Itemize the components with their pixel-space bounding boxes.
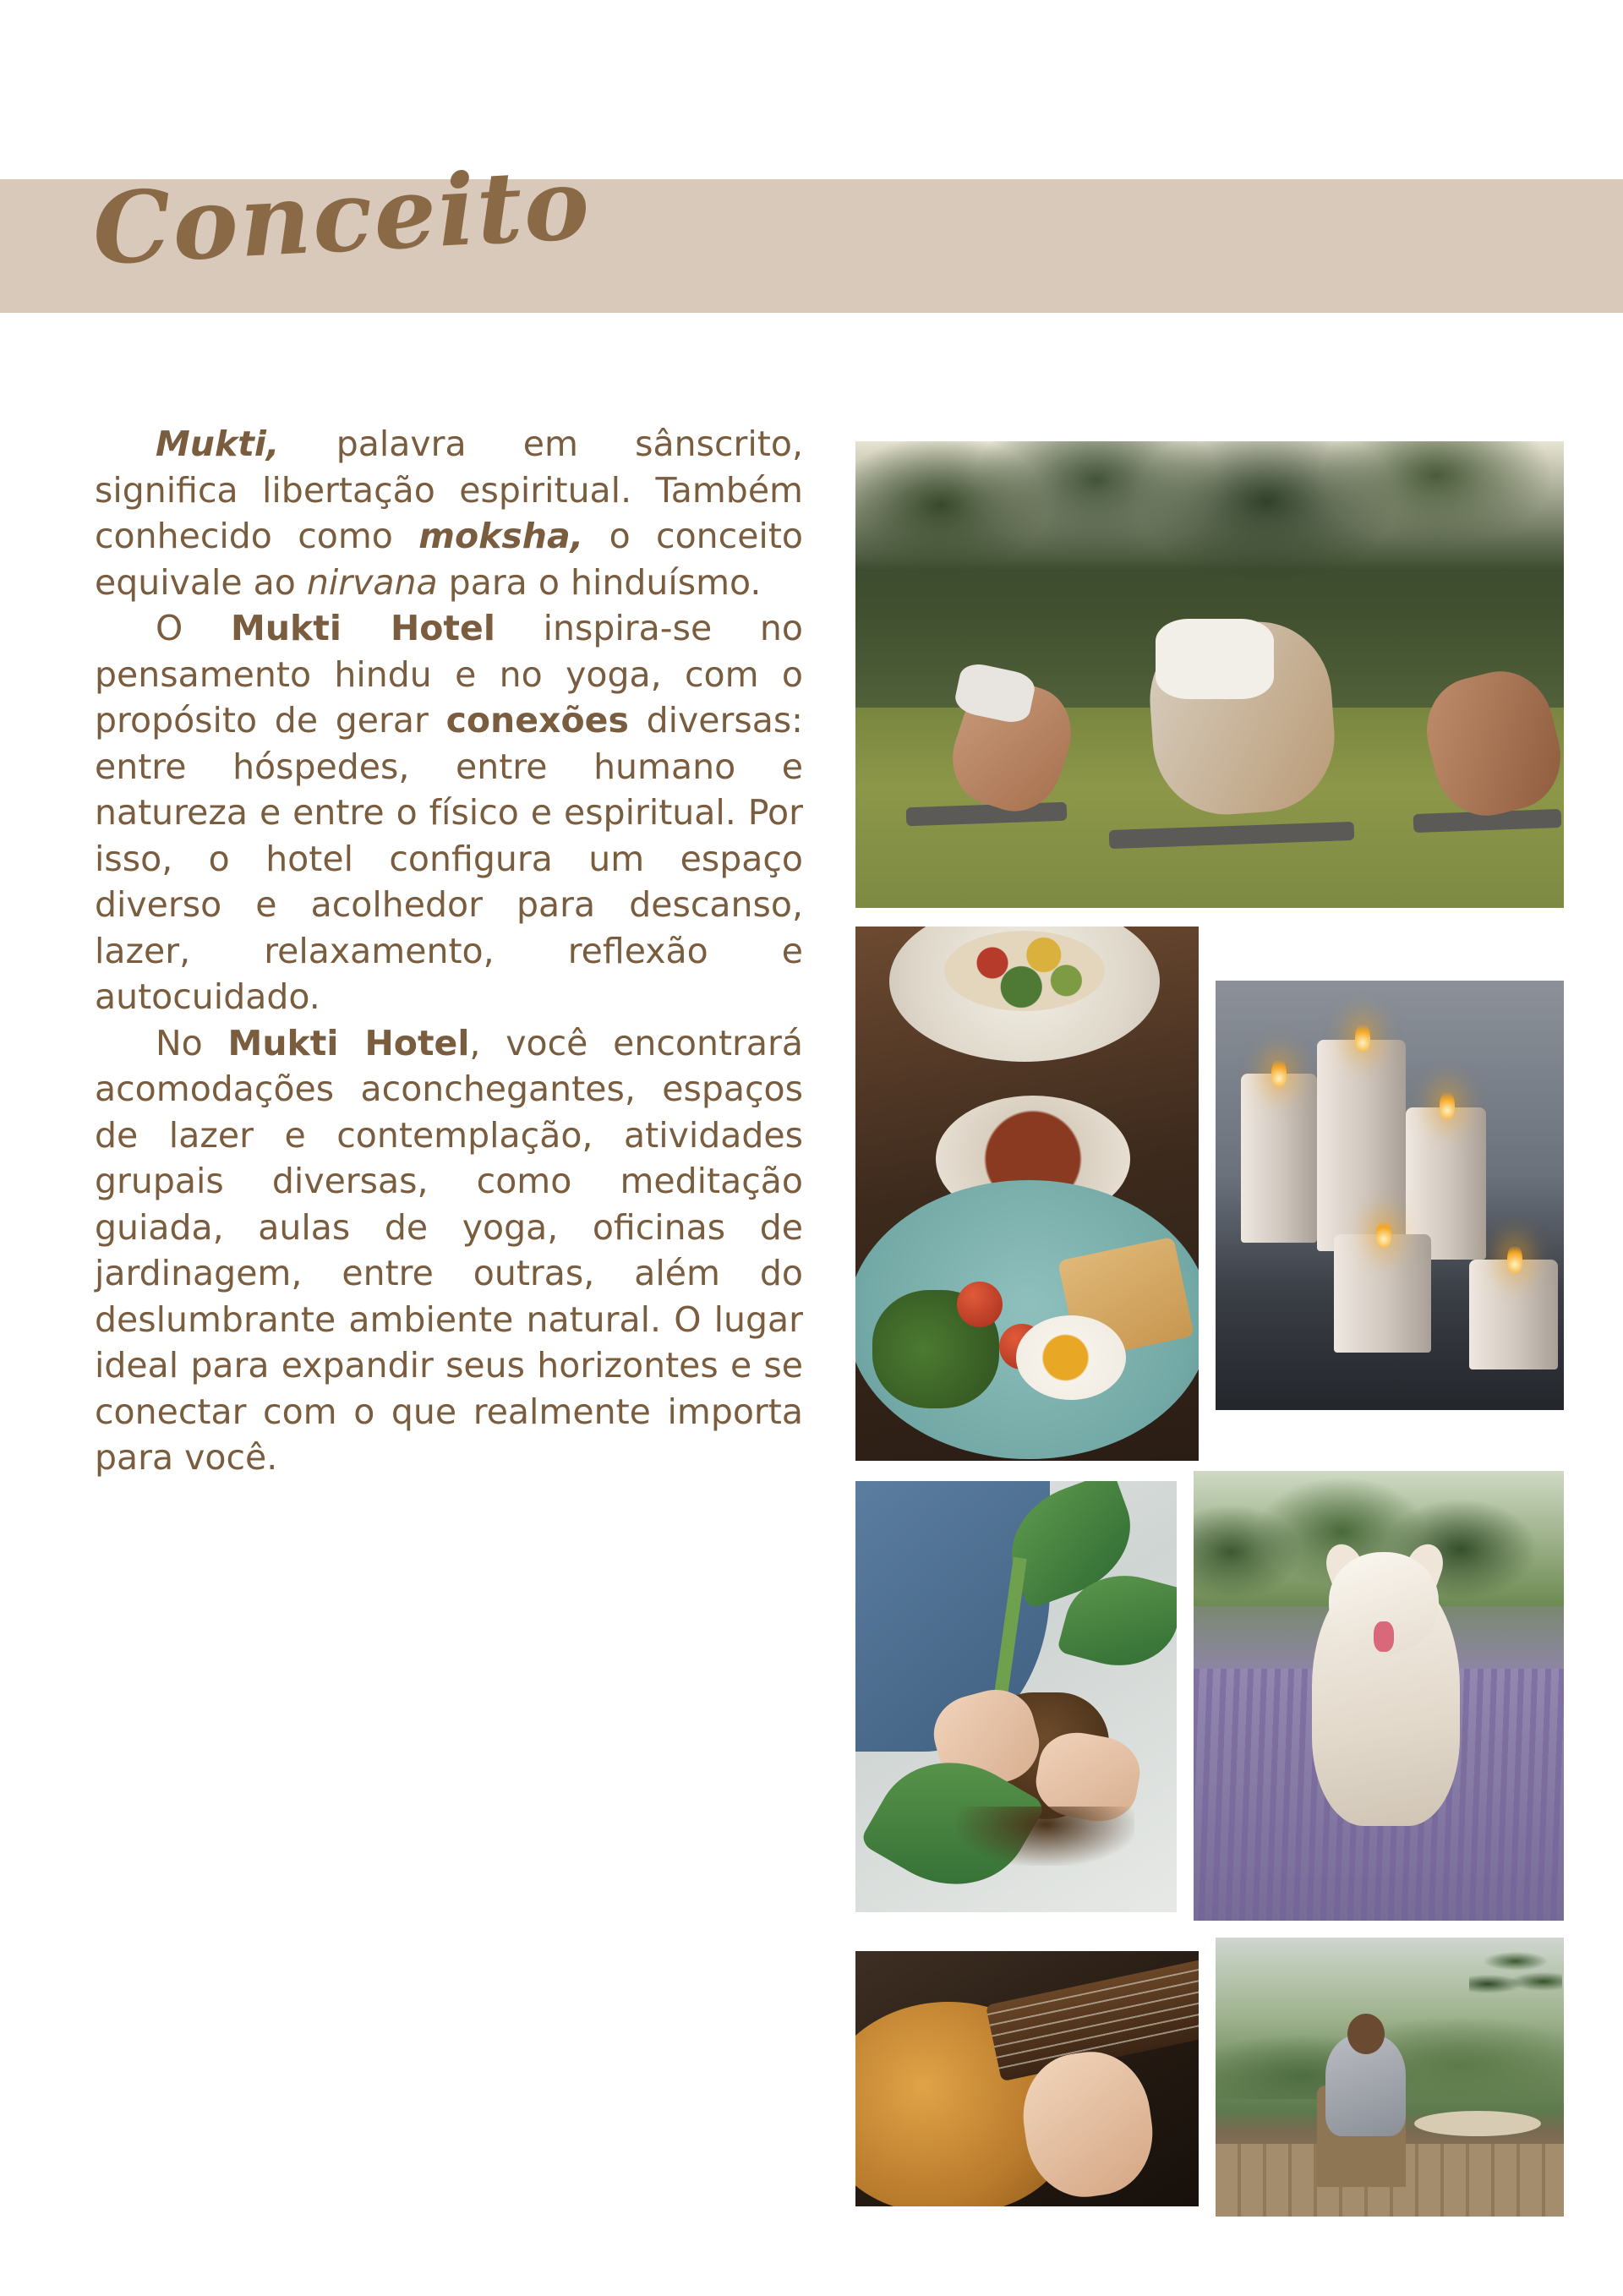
photo-yoga (855, 441, 1564, 908)
flame-icon (1440, 1091, 1455, 1119)
food-tomato (957, 1282, 1003, 1327)
food-egg (1016, 1315, 1126, 1400)
p3-run-1: No (156, 1022, 228, 1063)
dog-tongue (1374, 1621, 1394, 1652)
p3-run-3: , você encontrará acomodações aconchegantes, espaços de lazer e contemplação, atividades grupais diversas, como meditação guiada, aulas de yoga, oficinas de jardinagem, entre outras, além do deslumbrante ambiente natural. O lugar ideal para expandir seus horizontes e se conectar com o que realmente importa para você. (95, 1022, 803, 1479)
brand-mukti-hotel-2: Mukti Hotel (227, 1022, 470, 1063)
photo-guitar (855, 1951, 1199, 2206)
terrace-table (1414, 2111, 1541, 2136)
terrace-palm-tree (1469, 1946, 1562, 2073)
p1-run-4: o conceito equivale ao (95, 516, 803, 603)
brand-mukti-hotel-1: Mukti Hotel (231, 608, 495, 649)
p1-run-2: palavra em sânscrito, significa libertação espiritual. Também conhecido como (95, 424, 803, 557)
flame-icon (1271, 1058, 1287, 1087)
term-moksha: moksha, (418, 516, 584, 557)
p1-run-6: para o hinduísmo. (437, 561, 762, 603)
p2-run-5: diversas: entre hóspedes, entre humano e natureza e entre o físico e espiritual. Por isso, o hotel configura um espaço diverso e acolhedor para descanso, lazer, relaxamento, reflexão e autocuidado. (95, 700, 803, 1018)
terrace-person-head (1347, 2014, 1385, 2054)
photo-planting (855, 1481, 1177, 1912)
p2-run-1: O (156, 608, 232, 649)
flame-icon (1376, 1219, 1391, 1248)
article-text (95, 421, 803, 1481)
term-nirvana: nirvana (306, 561, 438, 603)
candle (1241, 1074, 1317, 1243)
term-conexoes: conexões (445, 700, 629, 741)
paragraph-3 (95, 1020, 803, 1481)
candle (1317, 1040, 1406, 1251)
photo-candles (1216, 981, 1564, 1410)
photo-food (855, 927, 1199, 1461)
p2-run-3: inspira-se no pensamento hindu e no yoga, com o propósito de gerar (95, 608, 803, 741)
term-mukti: Mukti, (156, 424, 280, 464)
flame-icon (1507, 1244, 1522, 1273)
plant-soil (957, 1807, 1134, 1866)
flame-icon (1355, 1023, 1370, 1052)
photo-dog-lavender (1194, 1471, 1564, 1921)
page-title: Conceito (90, 146, 594, 287)
paragraph-2 (95, 605, 803, 1020)
candle (1334, 1234, 1431, 1353)
photo-terrace (1216, 1938, 1564, 2217)
food-salad (944, 931, 1105, 1011)
yoga-person-shirt (1156, 619, 1274, 699)
candle (1469, 1260, 1558, 1369)
paragraph-1 (95, 421, 803, 605)
